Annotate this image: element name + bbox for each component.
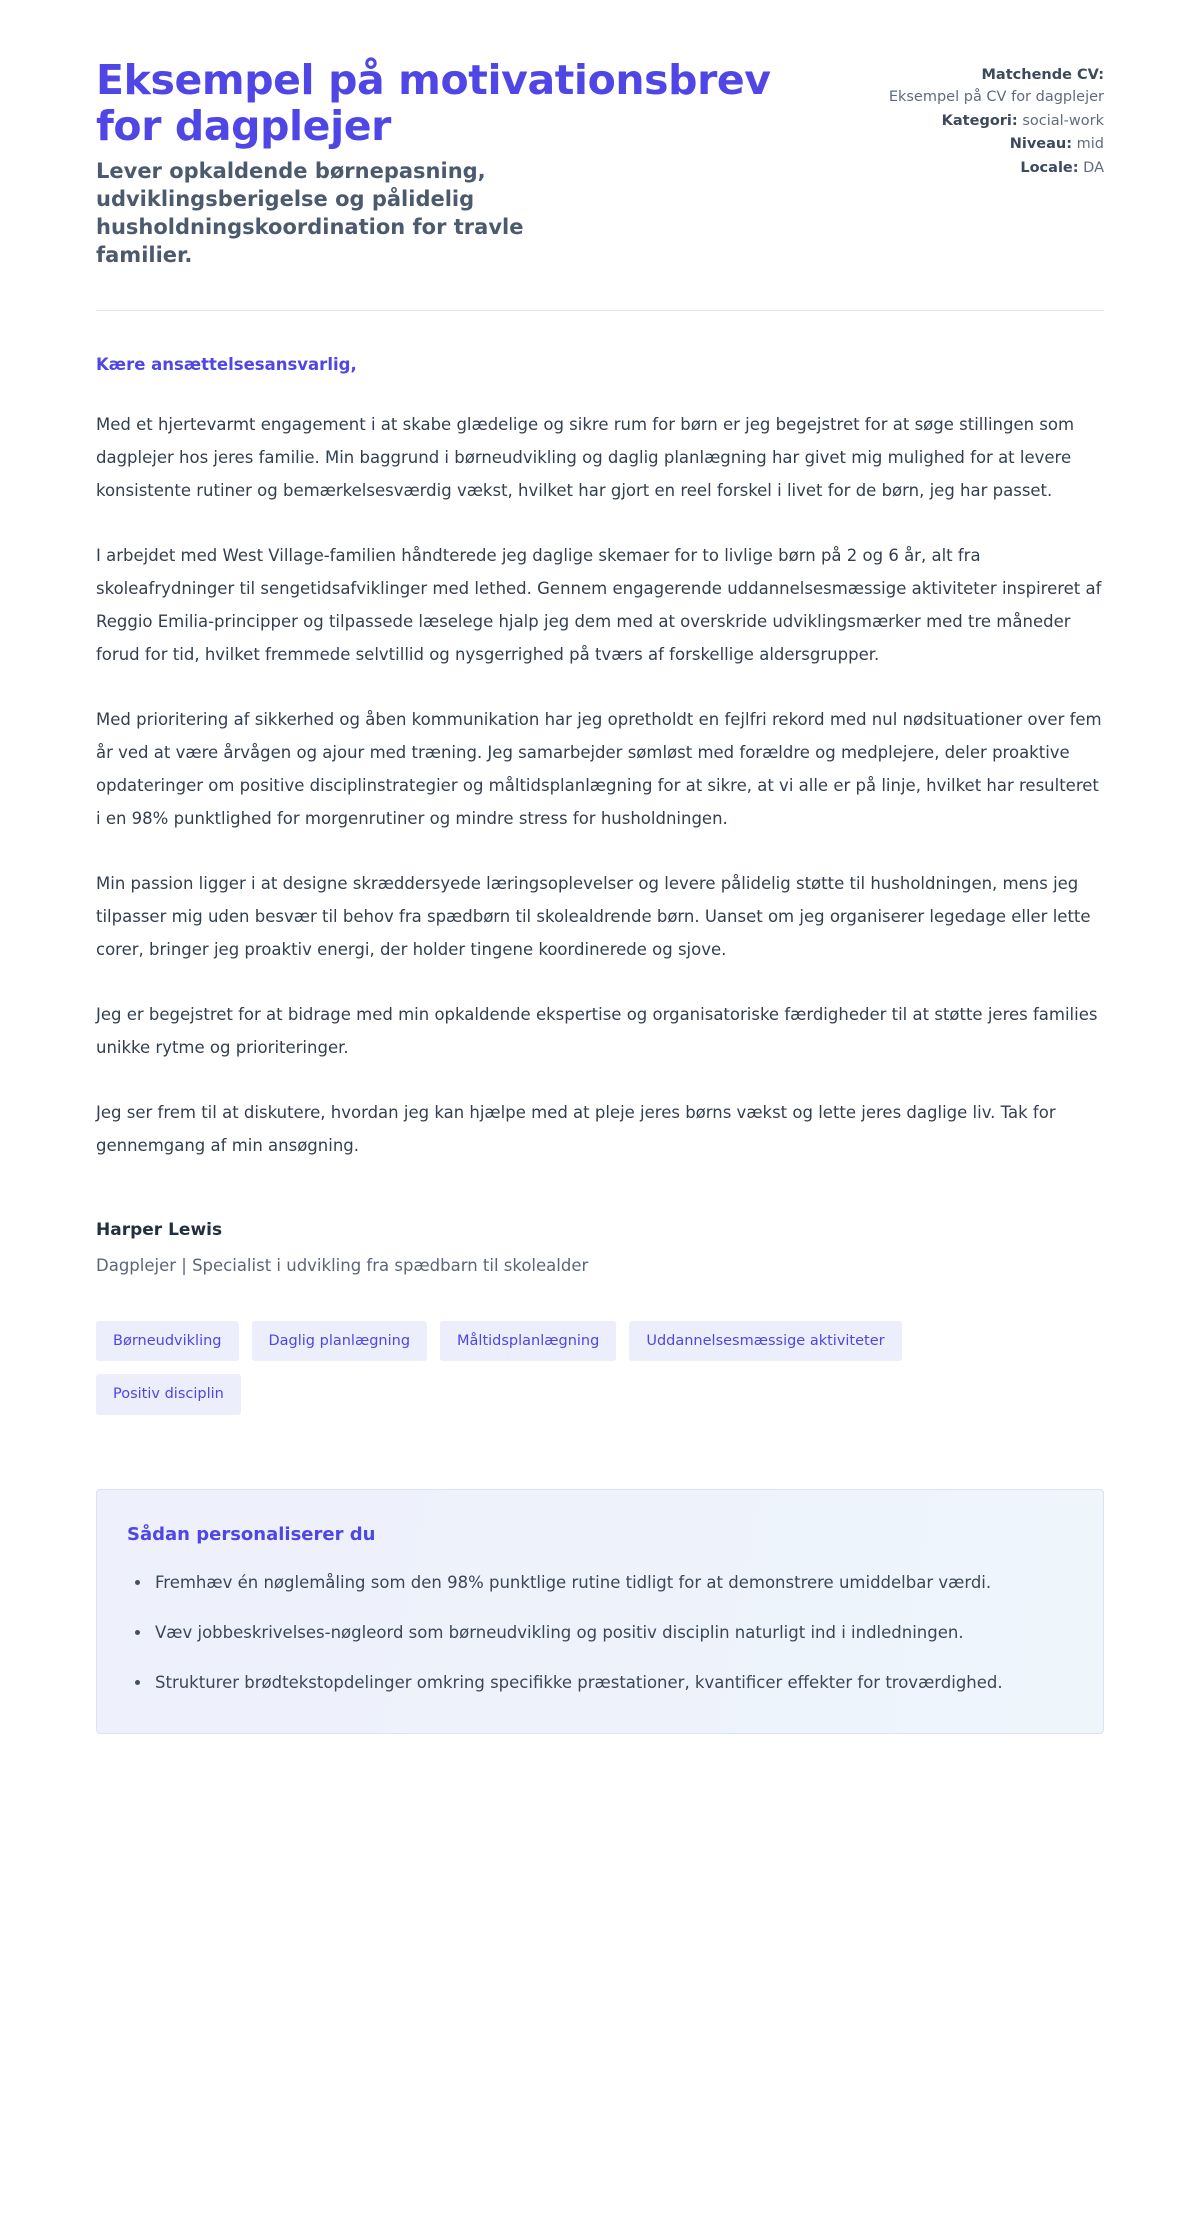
meta-matching-cv-label: Matchende CV:: [981, 67, 1104, 83]
letter-paragraphs: [96, 408, 1104, 1162]
header-title-block: [96, 58, 814, 270]
letter-paragraph: I arbejdet med West Village-familien håndterede jeg daglige skemaer for to livlige børn på 2 og 6 år, alt fra skoleafrydninger til sengetidsafviklinger med lethed. Gennem engagerende uddannelsesmæssige aktiviteter inspireret af Reggio Emilia-principper og tilpassede læselege hjalp jeg dem med at overskride udviklingsmærker med tre måneder forud for tid, hvilket fremmede selvtillid og nysgerrighed på tværs af forskellige aldersgrupper.: [96, 545, 1102, 664]
skill-tag[interactable]: Uddannelsesmæssige aktiviteter: [629, 1321, 901, 1362]
tip-list-item: Strukturer brødtekstopdelinger omkring specifikke præstationer, kvantificer effekter for troværdighed.: [151, 1667, 1069, 1699]
meta-level: [854, 133, 1104, 155]
letter-paragraph: Med prioritering af sikkerhed og åben kommunikation har jeg opretholdt en fejlfri rekord med nul nødsituationer over fem år ved at være årvågen og ajour med træning. Jeg samarbejder sømløst med forældre og medplejere, deler proaktive opdateringer om positive disciplinstrategier og måltidsplanlægning for at sikre, at vi alle er på linje, hvilket har resulteret i en 98% punktlighed for morgenrutiner og mindre stress for husholdningen.: [96, 709, 1102, 828]
page-title: Eksempel på motivationsbrev for dagplejer: [96, 56, 771, 150]
skill-tag[interactable]: Daglig planlægning: [252, 1321, 428, 1362]
letter-paragraph: Min passion ligger i at designe skræddersyede læringsoplevelser og levere pålidelig støtte til husholdningen, mens jeg tilpasser mig uden besvær til behov fra spædbørn til skolealdrende børn. Uanset om jeg organiserer legedage eller lette corer, bringer jeg proaktiv energi, der holder tingene koordinerede og sjove.: [96, 873, 1091, 959]
letter-paragraph: Jeg er begejstret for at bidrage med min opkaldende ekspertise og organisatoriske færdigheder til at støtte jeres families unikke rytme og prioriteringer.: [96, 1004, 1098, 1057]
tip-list-item: Fremhæv én nøglemåling som den 98% punktlige rutine tidligt for at demonstrere umiddelbar værdi.: [151, 1567, 1069, 1599]
tip-list-item: Væv jobbeskrivelses-nøgleord som børneudvikling og positiv disciplin naturligt ind i indledningen.: [151, 1617, 1069, 1649]
letter-salutation: Kære ansættelsesansvarlig,: [96, 354, 357, 374]
meta-matching-cv-value: Eksempel på CV for dagplejer: [888, 89, 1104, 106]
letter-paragraph: Jeg ser frem til at diskutere, hvordan jeg kan hjælpe med at pleje jeres børns vækst og lette jeres daglige liv. Tak for gennemgang af min ansøgning.: [96, 1102, 1056, 1155]
letter-paragraph: Med et hjertevarmt engagement i at skabe glædelige og sikre rum for børn er jeg begejstret for at søge stillingen som dagplejer hos jeres familie. Min baggrund i børneudvikling og daglig planlægning har givet mig mulighed for at levere konsistente rutiner og bemærkelsesværdig vækst, hvilket har gjort en reel forskel i livet for de børn, jeg har passet.: [96, 414, 1075, 500]
skill-tag-list: [96, 1321, 976, 1415]
personalization-tips-card: [96, 1489, 1104, 1735]
document-metadata: [854, 58, 1104, 180]
page-subtitle: Lever opkaldende børnepasning, udviklingsberigelse og pålidelig husholdningskoordination for travle familier.: [96, 158, 524, 267]
meta-locale-value: DA: [1083, 159, 1104, 176]
meta-matching-cv: [854, 64, 1104, 109]
meta-category-label: Kategori:: [941, 112, 1018, 129]
signature-block: [96, 1220, 1104, 1275]
meta-level-value: mid: [1076, 136, 1104, 153]
tips-card-title: Sådan personaliserer du: [127, 1523, 376, 1545]
signature-name: Harper Lewis: [96, 1219, 223, 1240]
meta-category-value: social-work: [1022, 112, 1104, 129]
skill-tag[interactable]: Positiv disciplin: [96, 1374, 241, 1415]
tips-list: [127, 1567, 1069, 1700]
meta-locale-label: Locale:: [1020, 159, 1079, 176]
meta-category: [854, 110, 1104, 132]
skill-tag[interactable]: Børneudvikling: [96, 1321, 239, 1362]
meta-level-label: Niveau:: [1009, 136, 1073, 153]
page-header: [96, 40, 1104, 270]
meta-locale: [854, 157, 1104, 179]
letter-body: [96, 311, 1104, 1162]
signature-role: Dagplejer | Specialist i udvikling fra spædbarn til skolealder: [96, 1255, 589, 1275]
skill-tag[interactable]: Måltidsplanlægning: [440, 1321, 616, 1362]
